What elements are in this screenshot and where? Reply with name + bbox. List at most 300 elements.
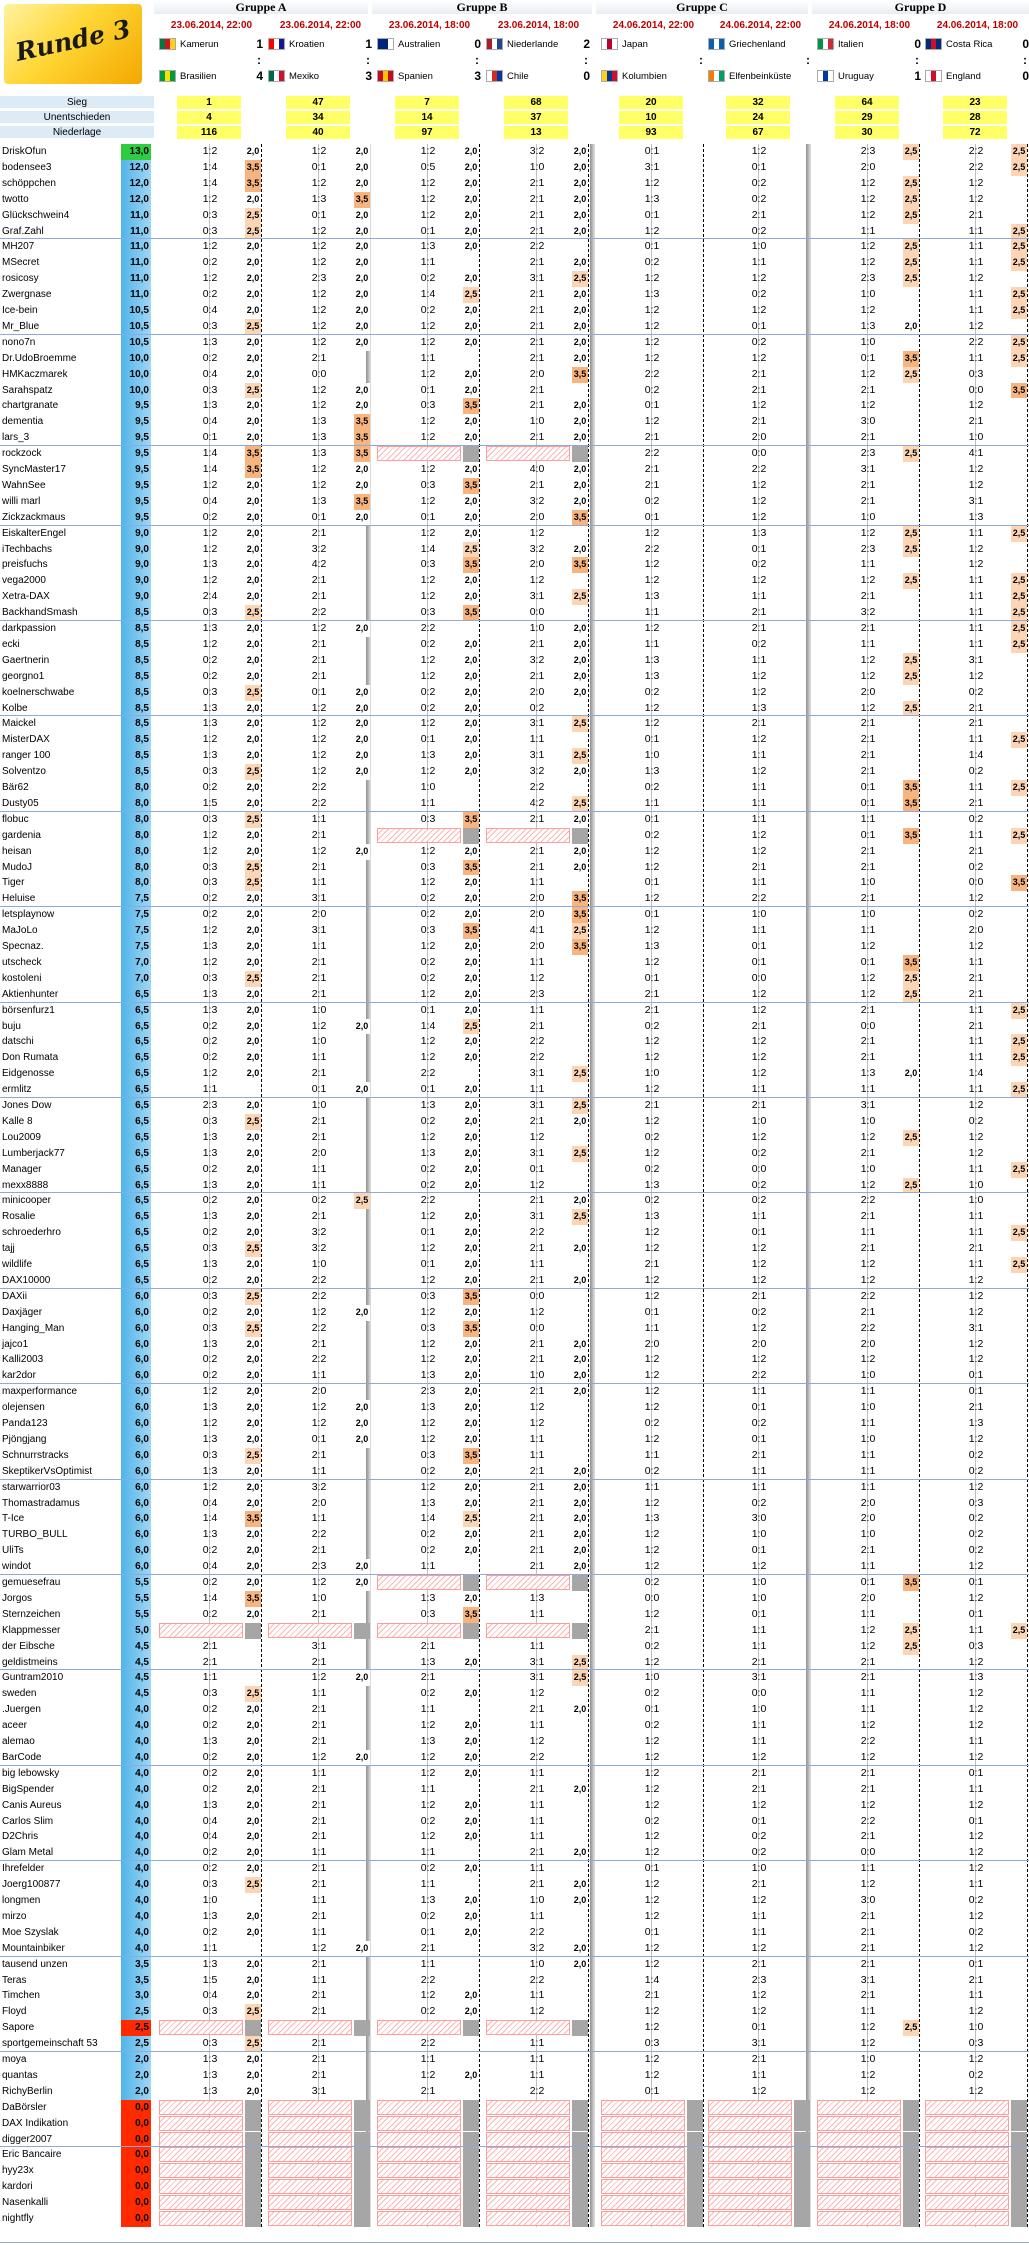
tip-cell: 1:1	[529, 1814, 545, 1827]
bonus-cell: 2,0	[463, 1432, 479, 1448]
stat-value: 40	[286, 126, 350, 139]
bonus-cell: 2,0	[463, 494, 479, 510]
tip-cell: 1:1	[860, 1703, 876, 1716]
tip-cell: 1:2	[751, 1273, 767, 1286]
bonus-cell: 3,5	[1011, 875, 1027, 891]
tip-cell: 0:2	[420, 637, 436, 650]
player-name: EiskalterEngel	[2, 527, 66, 539]
table-row	[0, 1480, 1029, 1496]
player-points: 9,0	[121, 526, 151, 542]
bonus-cell: 2,0	[572, 160, 588, 176]
player-name: BackhandSmash	[2, 607, 78, 619]
tip-cell: 0:1	[751, 1544, 767, 1557]
empty-cell	[268, 2100, 352, 2115]
empty-cell	[708, 2147, 792, 2162]
tip-cell: 1:2	[860, 367, 876, 380]
tip-cell: 2:1	[529, 844, 545, 857]
tip-cell: 1:3	[644, 1512, 660, 1525]
tip-cell: 1:1	[202, 1083, 218, 1096]
empty-bonus	[245, 2100, 261, 2116]
player-points: 7,5	[121, 907, 151, 923]
tip-cell: 1:1	[751, 1735, 767, 1747]
tip-cell: 0:2	[202, 256, 218, 269]
bonus-cell: 3,5	[354, 494, 370, 510]
tip-cell: 1:1	[751, 1083, 767, 1096]
bonus-cell: 2,5	[245, 2036, 261, 2052]
tip-cell: 0:2	[420, 1464, 436, 1477]
tip-cell: 1:1	[420, 1846, 436, 1859]
tip-cell: 2:1	[529, 860, 545, 873]
tip-cell: 1:2	[311, 1019, 327, 1032]
player-points: 4,5	[121, 1639, 151, 1655]
empty-cell	[377, 2163, 461, 2178]
tip-cell: 1:0	[751, 908, 767, 921]
player-name: SyncMaster17	[2, 464, 66, 475]
bonus-cell: 3,5	[463, 1321, 479, 1337]
bonus-cell: 3,5	[572, 939, 588, 955]
bonus-cell: 2,0	[245, 1734, 261, 1750]
table-row	[0, 2084, 1029, 2100]
tip-cell: 1:1	[860, 1607, 876, 1620]
tip-cell: 2:1	[311, 987, 327, 1000]
tip-cell: 1:2	[311, 844, 327, 857]
empty-cell	[925, 2132, 1009, 2147]
bonus-cell: 2,5	[572, 796, 588, 812]
bonus-cell: 2,0	[463, 1464, 479, 1480]
player-name: Moe Szyslak	[2, 1926, 59, 1938]
table-row	[0, 1241, 1029, 1257]
table-row	[0, 669, 1029, 685]
player-name: MH207	[2, 241, 35, 253]
empty-cell	[159, 2195, 243, 2210]
tip-cell: 1:2	[311, 335, 327, 348]
tip-cell: 1:2	[860, 1178, 876, 1191]
tip-cell: 2:1	[311, 2053, 327, 2065]
tip-cell: 1:2	[529, 1130, 545, 1143]
empty-bonus	[245, 2020, 261, 2036]
tip-cell: 1:1	[968, 637, 984, 650]
tip-cell: 0:2	[968, 1512, 984, 1525]
table-row	[0, 208, 1029, 224]
bonus-cell: 2,0	[245, 907, 261, 923]
bonus-cell: 2,0	[463, 462, 479, 478]
empty-bonus	[245, 2211, 261, 2227]
player-points: 8,5	[121, 669, 151, 685]
empty-bonus	[463, 2147, 479, 2163]
tip-cell: 1:2	[420, 526, 436, 539]
tip-cell: 1:2	[420, 2068, 436, 2081]
tip-cell: 2:1	[529, 1560, 545, 1573]
empty-cell	[817, 2163, 901, 2178]
bonus-cell: 2,0	[463, 1591, 479, 1607]
tip-cell: 1:1	[968, 828, 984, 841]
tip-cell: 1:2	[420, 1766, 436, 1779]
tip-cell: 1:2	[860, 240, 876, 253]
tip-cell: 1:2	[751, 1353, 767, 1366]
tip-cell: 0:0	[529, 606, 545, 619]
match-date: 23.06.2014, 18:00	[497, 20, 580, 31]
tip-cell: 0:2	[420, 1162, 436, 1175]
bonus-cell: 2,0	[245, 1337, 261, 1353]
bonus-cell: 2,0	[463, 1130, 479, 1146]
player-points: 11,0	[121, 271, 151, 287]
bonus-cell: 2,0	[354, 144, 370, 160]
bonus-cell: 2,0	[463, 1750, 479, 1766]
player-points: 6,0	[121, 1305, 151, 1321]
tip-cell: 1:0	[860, 2053, 876, 2065]
bonus-cell: 2,0	[572, 669, 588, 685]
player-name: Mountainbiker	[2, 1942, 65, 1954]
tip-cell: 0:1	[420, 1003, 436, 1016]
tip-cell: 3:2	[311, 1226, 327, 1239]
tip-cell: 1:2	[968, 2053, 984, 2065]
tip-cell: 1:2	[311, 1417, 327, 1429]
bonus-cell: 2,0	[354, 1750, 370, 1766]
tip-cell: 0:1	[311, 1432, 327, 1445]
tip-cell: 0:0	[529, 1289, 545, 1302]
tip-cell: 0:1	[968, 1766, 984, 1779]
table-row	[0, 1845, 1029, 1861]
bonus-cell: 2,0	[463, 1988, 479, 2004]
tip-cell: 1:1	[420, 1782, 436, 1795]
tip-cell: 0:2	[202, 1226, 218, 1239]
table-row	[0, 637, 1029, 653]
team-name: Uruguay	[838, 71, 874, 82]
tip-cell: 0:2	[420, 1114, 436, 1127]
team-away	[708, 70, 791, 83]
tip-cell: 0:3	[202, 685, 218, 698]
tip-cell: 1:0	[860, 1528, 876, 1541]
table-row	[0, 1130, 1029, 1146]
tip-cell: 1:2	[860, 940, 876, 952]
bonus-cell: 3,5	[463, 605, 479, 621]
table-row	[0, 1003, 1029, 1019]
tip-cell: 1:2	[968, 176, 984, 189]
player-points: 11,0	[121, 239, 151, 255]
round-title: Runde 3	[12, 14, 134, 67]
tip-cell: 2:1	[860, 860, 876, 873]
player-name: Kolbe	[2, 702, 28, 714]
tip-cell: 1:2	[311, 1941, 327, 1954]
empty-cell	[925, 2211, 1009, 2226]
table-row	[0, 351, 1029, 367]
player-name: preisfuchs	[2, 559, 48, 571]
player-name: wildlife	[2, 1259, 33, 1270]
tip-cell: 0:2	[420, 908, 436, 921]
bonus-cell: 2,0	[245, 1814, 261, 1830]
tip-cell: 1:2	[420, 844, 436, 857]
tip-cell: 1:2	[420, 1719, 436, 1732]
player-points: 9,0	[121, 589, 151, 605]
empty-cell	[268, 2116, 352, 2131]
empty-bonus	[794, 2179, 810, 2195]
tip-cell: 1:1	[311, 1894, 327, 1906]
table-row	[0, 1146, 1029, 1162]
tip-cell: 0:4	[202, 1496, 218, 1509]
empty-bonus	[903, 2163, 919, 2179]
bonus-cell: 2,0	[245, 955, 261, 971]
tip-cell: 0:4	[202, 415, 218, 428]
bonus-cell: 3,5	[572, 510, 588, 526]
tip-cell: 1:2	[968, 1130, 984, 1143]
team-home	[159, 38, 219, 51]
empty-cell	[377, 2211, 461, 2226]
tip-cell: 0:2	[751, 637, 767, 650]
tip-cell: 1:2	[968, 1432, 984, 1445]
table-row	[0, 828, 1029, 844]
tip-cell: 1:1	[420, 351, 436, 364]
tip-cell: 1:2	[311, 145, 327, 157]
tip-cell: 1:1	[644, 606, 660, 619]
tip-cell: 0:1	[420, 1083, 436, 1096]
bonus-cell: 2,5	[572, 716, 588, 732]
tip-cell: 1:1	[529, 2068, 545, 2081]
table-row	[0, 780, 1029, 796]
player-name: gemuesefrau	[2, 1577, 61, 1588]
bonus-cell: 2,0	[245, 923, 261, 939]
row-separator	[0, 2242, 1029, 2243]
tip-cell: 1:2	[311, 749, 327, 762]
empty-cell	[925, 2100, 1009, 2115]
tip-cell: 1:3	[202, 2053, 218, 2065]
tip-cell: 1:1	[529, 1909, 545, 1922]
player-points: 4,0	[121, 1734, 151, 1750]
table-row	[0, 462, 1029, 478]
tip-cell: 1:2	[644, 717, 660, 730]
tip-cell: 0:2	[644, 1719, 660, 1732]
bonus-cell: 2,5	[903, 2020, 919, 2036]
group-title: Gruppe A	[154, 0, 368, 14]
flag-icon	[925, 70, 942, 82]
tip-cell: 0:2	[420, 892, 436, 905]
empty-bonus	[572, 2116, 588, 2132]
row-separator	[0, 715, 1029, 716]
tip-cell: 1:2	[751, 1321, 767, 1334]
tip-cell: 1:3	[202, 1178, 218, 1191]
player-name: windot	[2, 1561, 31, 1573]
player-name: koelnerschwabe	[2, 686, 75, 698]
tip-cell: 1:2	[644, 1528, 660, 1541]
tip-cell: 0:0	[860, 1019, 876, 1032]
tip-cell: 0:2	[420, 1544, 436, 1557]
tip-cell: 1:1	[529, 1607, 545, 1620]
stat-value: 20	[619, 96, 683, 109]
tip-cell: 0:0	[968, 383, 984, 396]
tip-cell: 1:2	[420, 415, 436, 428]
player-name: Maickel	[2, 718, 36, 730]
tip-cell: 1:0	[529, 1369, 545, 1382]
tip-cell: 2:1	[529, 431, 545, 444]
tip-cell: 3:1	[968, 494, 984, 507]
tip-cell: 2:1	[751, 1655, 767, 1668]
player-points: 6,5	[121, 1146, 151, 1162]
bonus-cell: 2,0	[463, 1496, 479, 1512]
empty-cell	[708, 2163, 792, 2178]
tip-cell: 1:0	[751, 1591, 767, 1604]
bonus-cell: 3,5	[572, 557, 588, 573]
tip-cell: 1:2	[860, 2037, 876, 2050]
tip-cell: 0:3	[420, 399, 436, 412]
tip-cell: 1:2	[644, 622, 660, 634]
player-name: olejensen	[2, 1402, 45, 1414]
player-points: 0,0	[121, 2179, 151, 2195]
tip-cell: 2:1	[968, 1401, 984, 1414]
tip-cell: 1:2	[968, 1941, 984, 1954]
tip-cell: 2:1	[311, 351, 327, 364]
player-name: Guntram2010	[2, 1672, 64, 1684]
tip-cell: 1:2	[529, 1178, 545, 1191]
player-points: 10,0	[121, 367, 151, 383]
tip-cell: 2:3	[311, 1560, 327, 1573]
table-row	[0, 2163, 1029, 2179]
bonus-cell: 2,0	[245, 637, 261, 653]
bonus-cell: 2,0	[245, 1432, 261, 1448]
bonus-cell: 3,5	[463, 1448, 479, 1464]
goals-away: 0	[1022, 69, 1029, 83]
table-row	[0, 1448, 1029, 1464]
bonus-cell: 2,0	[463, 987, 479, 1003]
bonus-cell: 2,0	[354, 303, 370, 319]
bonus-cell: 2,0	[245, 1368, 261, 1384]
bonus-cell: 2,0	[572, 287, 588, 303]
empty-cell	[377, 2100, 461, 2115]
tip-cell: 2:2	[968, 335, 984, 348]
tip-cell: 1:2	[644, 526, 660, 539]
tip-cell: 1:1	[968, 781, 984, 793]
flag-icon	[377, 70, 394, 82]
tip-cell: 2:1	[420, 1639, 436, 1652]
tip-cell: 1:2	[202, 844, 218, 857]
bonus-cell: 2,0	[572, 1464, 588, 1480]
empty-cell	[377, 446, 461, 461]
player-name: letsplaynow	[2, 909, 55, 921]
player-name: Heluise	[2, 893, 36, 905]
tip-cell: 1:1	[968, 256, 984, 269]
tip-cell: 3:1	[860, 463, 876, 475]
tip-cell: 1:2	[751, 1894, 767, 1906]
bonus-cell: 2,0	[463, 1178, 479, 1194]
bonus-cell: 3,5	[354, 192, 370, 208]
tip-cell: 1:2	[311, 1401, 327, 1414]
empty-bonus	[354, 2147, 370, 2163]
tip-cell: 1:2	[968, 1591, 984, 1604]
tip-cell: 1:3	[420, 1735, 436, 1747]
tip-cell: 1:3	[202, 399, 218, 412]
stat-value: 34	[286, 111, 350, 124]
tip-cell: 0:1	[968, 1576, 984, 1588]
bonus-cell: 2,0	[245, 1130, 261, 1146]
tip-cell: 1:2	[420, 176, 436, 189]
tip-cell: 1:2	[751, 1560, 767, 1573]
bonus-cell: 2,0	[245, 1925, 261, 1941]
table-row	[0, 2179, 1029, 2195]
bonus-cell: 3,5	[354, 446, 370, 462]
player-points: 9,5	[121, 446, 151, 462]
player-name: buju	[2, 1020, 21, 1032]
tip-cell: 2:1	[311, 526, 327, 539]
bonus-cell: 2,0	[354, 271, 370, 287]
tip-cell: 2:0	[529, 558, 545, 571]
tip-cell: 1:2	[751, 1989, 767, 2002]
tip-cell: 1:2	[311, 304, 327, 316]
empty-cell	[268, 2020, 352, 2035]
player-points: 12,0	[121, 176, 151, 192]
tip-cell: 1:3	[202, 749, 218, 762]
bonus-cell: 3,5	[245, 176, 261, 192]
tip-cell: 1:2	[311, 1305, 327, 1318]
tip-cell: 0:1	[420, 1258, 436, 1270]
row-separator	[0, 1860, 1029, 1861]
tip-cell: 0:1	[644, 908, 660, 921]
player-points: 10,0	[121, 383, 151, 399]
bonus-cell: 2,5	[1011, 255, 1027, 271]
bonus-cell: 2,0	[354, 239, 370, 255]
player-name: SkeptikerVsOptimist	[2, 1465, 93, 1477]
empty-bonus	[903, 2211, 919, 2227]
empty-bonus	[463, 2116, 479, 2132]
bonus-cell: 2,0	[245, 335, 261, 351]
bonus-cell: 2,5	[1011, 605, 1027, 621]
tip-cell: 1:2	[968, 1337, 984, 1350]
tip-cell: 1:2	[420, 574, 436, 587]
row-separator	[0, 445, 1029, 446]
bonus-cell: 2,0	[354, 176, 370, 192]
bonus-cell: 2,0	[463, 1368, 479, 1384]
tip-cell: 1:3	[202, 940, 218, 952]
tip-cell: 1:2	[311, 176, 327, 189]
tip-cell: 3:1	[860, 1973, 876, 1986]
player-points: 8,5	[121, 701, 151, 717]
empty-bonus	[463, 2179, 479, 2195]
player-points: 0,0	[121, 2100, 151, 2116]
goals-home: 0	[1022, 37, 1029, 51]
tip-cell: 1:2	[420, 669, 436, 682]
tip-cell: 2:2	[529, 1973, 545, 1986]
tip-cell: 1:3	[202, 1146, 218, 1159]
tip-cell: 1:2	[644, 574, 660, 587]
tip-cell: 1:0	[311, 1099, 327, 1111]
tip-cell: 2:1	[751, 1782, 767, 1795]
tip-cell: 0:2	[202, 1862, 218, 1875]
tip-cell: 1:0	[860, 510, 876, 523]
stat-value: 32	[726, 96, 790, 109]
tip-cell: 0:2	[968, 685, 984, 698]
table-row	[0, 1925, 1029, 1941]
bonus-cell: 2,0	[463, 1384, 479, 1400]
bonus-cell: 2,5	[903, 192, 919, 208]
player-points: 10,5	[121, 303, 151, 319]
table-row	[0, 430, 1029, 446]
tip-cell: 1:1	[751, 812, 767, 825]
tip-cell: 2:3	[529, 987, 545, 1000]
tip-cell: 1:1	[529, 1766, 545, 1779]
flag-icon	[925, 38, 942, 50]
bonus-cell: 2,5	[1011, 573, 1027, 589]
empty-bonus	[245, 2116, 261, 2132]
bonus-cell: 2,0	[245, 1750, 261, 1766]
player-name: Eric Bancaire	[2, 2149, 62, 2161]
tip-cell: 2:1	[968, 796, 984, 809]
tip-cell: 3:0	[751, 1512, 767, 1525]
player-name: Jorgos	[2, 1592, 33, 1604]
tip-cell: 1:2	[968, 463, 984, 475]
tip-cell: 1:1	[311, 812, 327, 825]
tip-cell: 1:2	[968, 1798, 984, 1811]
empty-bonus	[687, 2100, 703, 2116]
team-name: Italien	[838, 39, 864, 50]
tip-cell: 1:2	[420, 208, 436, 221]
bonus-cell: 2,0	[572, 844, 588, 860]
